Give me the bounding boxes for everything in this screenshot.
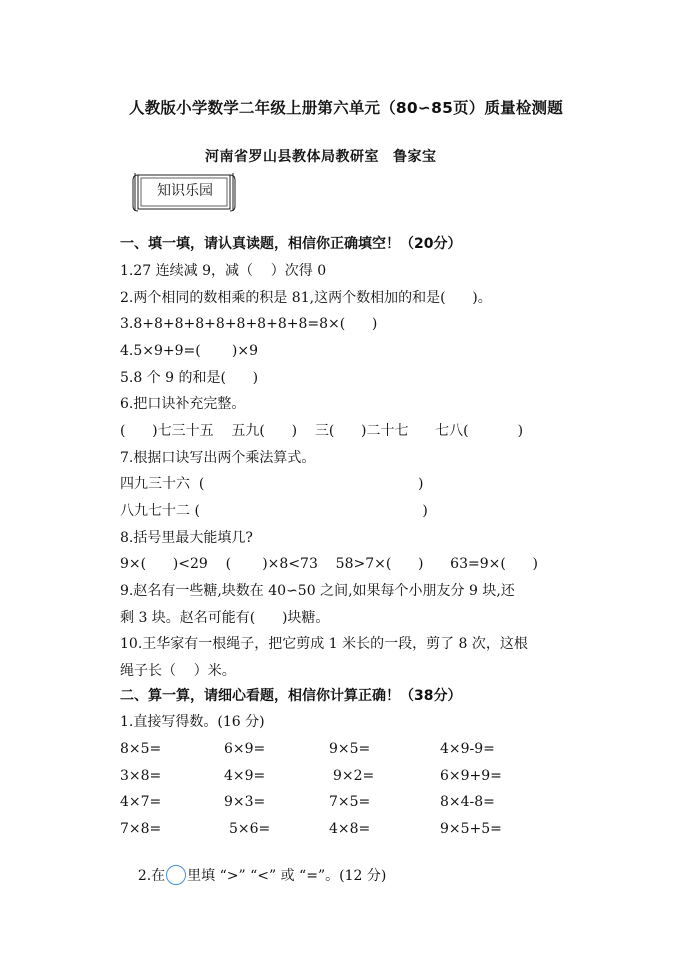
calc-cell: 4×9-9=: [440, 741, 495, 757]
question-7: 7.根据口诀写出两个乘法算式。: [120, 450, 316, 466]
question-9-line-1: 9.赵名有一些糖,块数在 40∽50 之间,如果每个小朋友分 9 块,还: [120, 583, 515, 599]
calc-cell: 5×6=: [229, 821, 271, 837]
question-8-items: 9×( )<29 ( )×8<73 58>7×( ) 63=9×( ): [120, 556, 538, 572]
calc-cell: 4×7=: [120, 794, 162, 810]
calc-cell: 9×3=: [224, 794, 266, 810]
question-7-line-1: 四九三十六 ( ): [120, 476, 424, 492]
question-2: 2.两个相同的数相乘的积是 81,这两个数相加的和是( )。: [120, 290, 492, 306]
author-name: 鲁家宝: [393, 149, 437, 165]
question-10-line-2: 绳子长（ ）米。: [120, 663, 236, 679]
calc-cell: 9×5=: [329, 741, 371, 757]
circle-icon: [166, 865, 186, 885]
calc-cell: 7×8=: [120, 821, 162, 837]
question-4: 4.5×9+9=( )×9: [120, 343, 258, 359]
calc-cell: 6×9=: [224, 741, 266, 757]
question-1: 1.27 连续减 9，减（ ）次得 0: [120, 263, 327, 279]
question-6: 6.把口诀补充完整。: [120, 396, 246, 412]
calc-cell: 9×2=: [333, 768, 375, 784]
section2-sub1: 1.直接写得数。(16 分): [120, 714, 265, 730]
sub2-suffix: 里填 “>” “<” 或 “=”。(12 分): [187, 868, 387, 884]
author-org: 河南省罗山县教体局教研室: [205, 149, 379, 165]
question-9-line-2: 剩 3 块。赵名可能有( )块糖。: [120, 610, 330, 626]
worksheet-title: 人教版小学数学二年级上册第六单元（80∽85页）质量检测题: [129, 99, 563, 117]
calc-cell: 3×8=: [120, 768, 162, 784]
section1-heading: 一、填一填，请认真读题，相信你正确填空！（20分）: [120, 236, 462, 252]
question-8: 8.括号里最大能填几?: [120, 530, 253, 546]
sub2-prefix: 2.在: [137, 868, 166, 884]
calc-cell: 7×5=: [329, 794, 371, 810]
author-line: [205, 146, 437, 166]
calc-cell: 8×4-8=: [440, 794, 495, 810]
calc-cell: 6×9+9=: [440, 768, 502, 784]
section2-sub2: [120, 845, 386, 906]
calc-cell: 9×5+5=: [440, 821, 502, 837]
section2-heading: 二、算一算，请细心看题，相信你计算正确！（38分）: [120, 688, 462, 704]
question-5: 5.8 个 9 的和是( ): [120, 370, 259, 386]
calc-cell: 8×5=: [120, 741, 162, 757]
knowledge-banner: [129, 170, 239, 214]
question-3: 3.8+8+8+8+8+8+8+8+8=8×( ): [120, 316, 378, 332]
question-10-line-1: 10.王华家有一根绳子，把它剪成 1 米长的一段，剪了 8 次，这根: [120, 636, 528, 652]
calc-cell: 4×9=: [224, 768, 266, 784]
question-6-items: ( )七三十五 五九( ) 三( )二十七 七八( ): [120, 423, 524, 439]
calc-cell: 4×8=: [329, 821, 371, 837]
banner-label: 知识乐园: [157, 183, 213, 199]
question-7-line-2: 八九七十二 ( ): [120, 503, 428, 519]
